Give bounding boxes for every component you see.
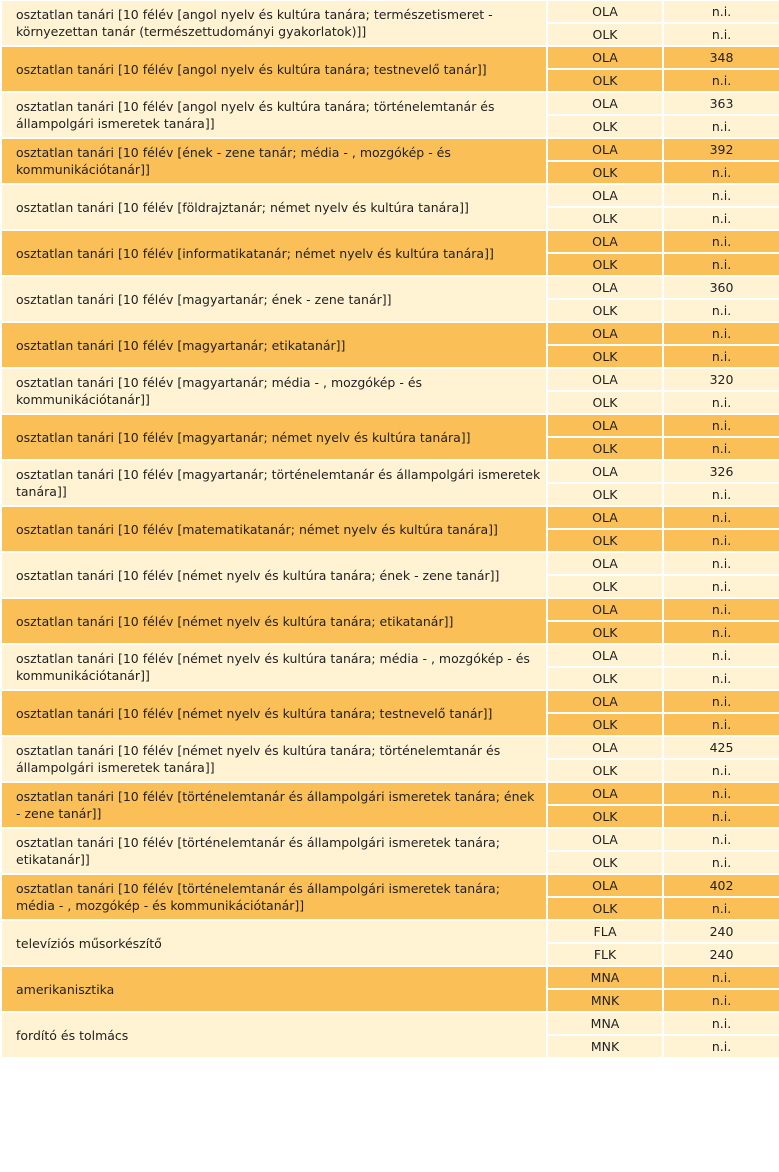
program-code-cell: OLK	[547, 897, 663, 920]
program-name-cell: osztatlan tanári [10 félév [német nyelv és kultúra tanára; média - , mozgókép - és kommunikációtanár]]	[1, 644, 547, 690]
program-name-cell: osztatlan tanári [10 félév [angol nyelv és kultúra tanára; történelemtanár és állampolgári ismeretek tanára]]	[1, 92, 547, 138]
program-code-cell: OLA	[547, 368, 663, 391]
program-code-cell: MNK	[547, 989, 663, 1012]
table-row	[1, 598, 779, 621]
program-code-cell: OLA	[547, 184, 663, 207]
score-cell: n.i.	[663, 989, 779, 1012]
program-name-cell: osztatlan tanári [10 félév [történelemtanár és állampolgári ismeretek tanára; etikatanár]]	[1, 828, 547, 874]
program-name-cell: osztatlan tanári [10 félév [német nyelv és kultúra tanára; történelemtanár és állampolgári ismeretek tanára]]	[1, 736, 547, 782]
table-row	[1, 276, 779, 299]
program-code-cell: OLA	[547, 138, 663, 161]
score-cell: n.i.	[663, 230, 779, 253]
program-name-cell: osztatlan tanári [10 félév [német nyelv és kultúra tanára; testnevelő tanár]]	[1, 690, 547, 736]
program-name-cell: fordító és tolmács	[1, 1012, 547, 1058]
program-name-cell: televíziós műsorkészítő	[1, 920, 547, 966]
program-name-cell: osztatlan tanári [10 félév [informatikatanár; német nyelv és kultúra tanára]]	[1, 230, 547, 276]
program-code-cell: OLK	[547, 621, 663, 644]
program-name-cell: osztatlan tanári [10 félév [magyartanár; történelemtanár és állampolgári ismeretek tanára]]	[1, 460, 547, 506]
program-code-cell: OLA	[547, 782, 663, 805]
score-cell: n.i.	[663, 115, 779, 138]
score-cell: n.i.	[663, 575, 779, 598]
score-cell: n.i.	[663, 552, 779, 575]
program-name-cell: osztatlan tanári [10 félév [magyartanár; ének - zene tanár]]	[1, 276, 547, 322]
program-code-cell: OLK	[547, 437, 663, 460]
score-cell: n.i.	[663, 690, 779, 713]
table-row	[1, 414, 779, 437]
score-cell: n.i.	[663, 529, 779, 552]
program-name-cell: osztatlan tanári [10 félév [angol nyelv és kultúra tanára; természetismeret - környezettan tanár (természettudományi gyakorlatok)]]	[1, 0, 547, 46]
program-name-cell: osztatlan tanári [10 félév [magyartanár; média - , mozgókép - és kommunikációtanár]]	[1, 368, 547, 414]
score-cell: n.i.	[663, 483, 779, 506]
score-cell: n.i.	[663, 782, 779, 805]
program-code-cell: OLK	[547, 161, 663, 184]
table-row	[1, 828, 779, 851]
score-cell: n.i.	[663, 1012, 779, 1035]
program-name-cell: osztatlan tanári [10 félév [történelemtanár és állampolgári ismeretek tanára; ének - zene tanár]]	[1, 782, 547, 828]
score-cell: n.i.	[663, 437, 779, 460]
score-cell: 402	[663, 874, 779, 897]
program-code-cell: OLK	[547, 23, 663, 46]
program-code-cell: OLA	[547, 874, 663, 897]
score-cell: n.i.	[663, 161, 779, 184]
score-cell: n.i.	[663, 598, 779, 621]
program-code-cell: OLK	[547, 115, 663, 138]
score-cell: 363	[663, 92, 779, 115]
score-cell: n.i.	[663, 644, 779, 667]
program-code-cell: FLA	[547, 920, 663, 943]
program-code-cell: OLK	[547, 299, 663, 322]
program-code-cell: MNK	[547, 1035, 663, 1058]
table-row	[1, 506, 779, 529]
score-cell: n.i.	[663, 621, 779, 644]
program-name-cell: osztatlan tanári [10 félév [ének - zene tanár; média - , mozgókép - és kommunikációtanár]]	[1, 138, 547, 184]
program-code-cell: MNA	[547, 1012, 663, 1035]
table-row	[1, 368, 779, 391]
program-code-cell: OLA	[547, 736, 663, 759]
program-code-cell: OLK	[547, 529, 663, 552]
score-cell: n.i.	[663, 759, 779, 782]
program-name-cell: osztatlan tanári [10 félév [magyartanár; etikatanár]]	[1, 322, 547, 368]
program-name-cell: osztatlan tanári [10 félév [földrajztanár; német nyelv és kultúra tanára]]	[1, 184, 547, 230]
score-cell: n.i.	[663, 414, 779, 437]
table-row	[1, 874, 779, 897]
program-code-cell: OLK	[547, 483, 663, 506]
score-table-body	[1, 0, 779, 1058]
score-cell: n.i.	[663, 253, 779, 276]
program-code-cell: OLA	[547, 644, 663, 667]
program-name-cell: osztatlan tanári [10 félév [történelemtanár és állampolgári ismeretek tanára; média - , mozgókép - és kommunikációtanár]]	[1, 874, 547, 920]
score-cell: 240	[663, 920, 779, 943]
program-name-cell: osztatlan tanári [10 félév [magyartanár; német nyelv és kultúra tanára]]	[1, 414, 547, 460]
program-code-cell: OLA	[547, 92, 663, 115]
table-row	[1, 644, 779, 667]
program-code-cell: OLA	[547, 0, 663, 23]
program-name-cell: amerikanisztika	[1, 966, 547, 1012]
score-cell: 348	[663, 46, 779, 69]
score-cell: n.i.	[663, 828, 779, 851]
program-code-cell: OLA	[547, 460, 663, 483]
score-cell: n.i.	[663, 322, 779, 345]
program-code-cell: OLA	[547, 230, 663, 253]
score-cell: 392	[663, 138, 779, 161]
table-row	[1, 782, 779, 805]
table-row	[1, 0, 779, 23]
score-cell: 240	[663, 943, 779, 966]
program-code-cell: OLK	[547, 391, 663, 414]
table-row	[1, 92, 779, 115]
program-name-cell: osztatlan tanári [10 félév [angol nyelv és kultúra tanára; testnevelő tanár]]	[1, 46, 547, 92]
score-cell: n.i.	[663, 391, 779, 414]
table-row	[1, 920, 779, 943]
table-row	[1, 736, 779, 759]
score-cell: n.i.	[663, 851, 779, 874]
program-code-cell: OLA	[547, 828, 663, 851]
table-row	[1, 966, 779, 989]
score-cell: 320	[663, 368, 779, 391]
table-row	[1, 46, 779, 69]
program-code-cell: OLK	[547, 759, 663, 782]
program-code-cell: OLA	[547, 506, 663, 529]
table-row	[1, 690, 779, 713]
program-name-cell: osztatlan tanári [10 félév [matematikatanár; német nyelv és kultúra tanára]]	[1, 506, 547, 552]
program-code-cell: OLK	[547, 805, 663, 828]
program-code-cell: OLA	[547, 690, 663, 713]
score-cell: n.i.	[663, 207, 779, 230]
table-row	[1, 552, 779, 575]
program-code-cell: OLA	[547, 598, 663, 621]
score-cell: 425	[663, 736, 779, 759]
program-code-cell: OLA	[547, 46, 663, 69]
program-code-cell: OLK	[547, 345, 663, 368]
program-code-cell: OLA	[547, 276, 663, 299]
program-name-cell: osztatlan tanári [10 félév [német nyelv és kultúra tanára; etikatanár]]	[1, 598, 547, 644]
program-code-cell: MNA	[547, 966, 663, 989]
score-cell: n.i.	[663, 299, 779, 322]
score-cell: n.i.	[663, 805, 779, 828]
program-code-cell: OLA	[547, 414, 663, 437]
program-code-cell: OLK	[547, 207, 663, 230]
program-code-cell: OLA	[547, 552, 663, 575]
table-row	[1, 184, 779, 207]
program-code-cell: OLK	[547, 667, 663, 690]
score-cell: n.i.	[663, 69, 779, 92]
program-code-cell: FLK	[547, 943, 663, 966]
score-cell: n.i.	[663, 506, 779, 529]
program-code-cell: OLK	[547, 575, 663, 598]
program-code-cell: OLK	[547, 713, 663, 736]
score-cell: n.i.	[663, 667, 779, 690]
score-cell: n.i.	[663, 966, 779, 989]
score-cell: n.i.	[663, 184, 779, 207]
program-code-cell: OLK	[547, 69, 663, 92]
program-code-cell: OLK	[547, 253, 663, 276]
score-cell: n.i.	[663, 0, 779, 23]
score-cell: n.i.	[663, 897, 779, 920]
score-cell: n.i.	[663, 1035, 779, 1058]
score-cell: n.i.	[663, 713, 779, 736]
program-name-cell: osztatlan tanári [10 félév [német nyelv és kultúra tanára; ének - zene tanár]]	[1, 552, 547, 598]
table-row	[1, 322, 779, 345]
table-row	[1, 138, 779, 161]
program-code-cell: OLA	[547, 322, 663, 345]
score-cell: 360	[663, 276, 779, 299]
score-cell: n.i.	[663, 345, 779, 368]
score-cell: n.i.	[663, 23, 779, 46]
table-row	[1, 460, 779, 483]
score-cell: 326	[663, 460, 779, 483]
table-row	[1, 230, 779, 253]
table-row	[1, 1012, 779, 1035]
program-code-cell: OLK	[547, 851, 663, 874]
